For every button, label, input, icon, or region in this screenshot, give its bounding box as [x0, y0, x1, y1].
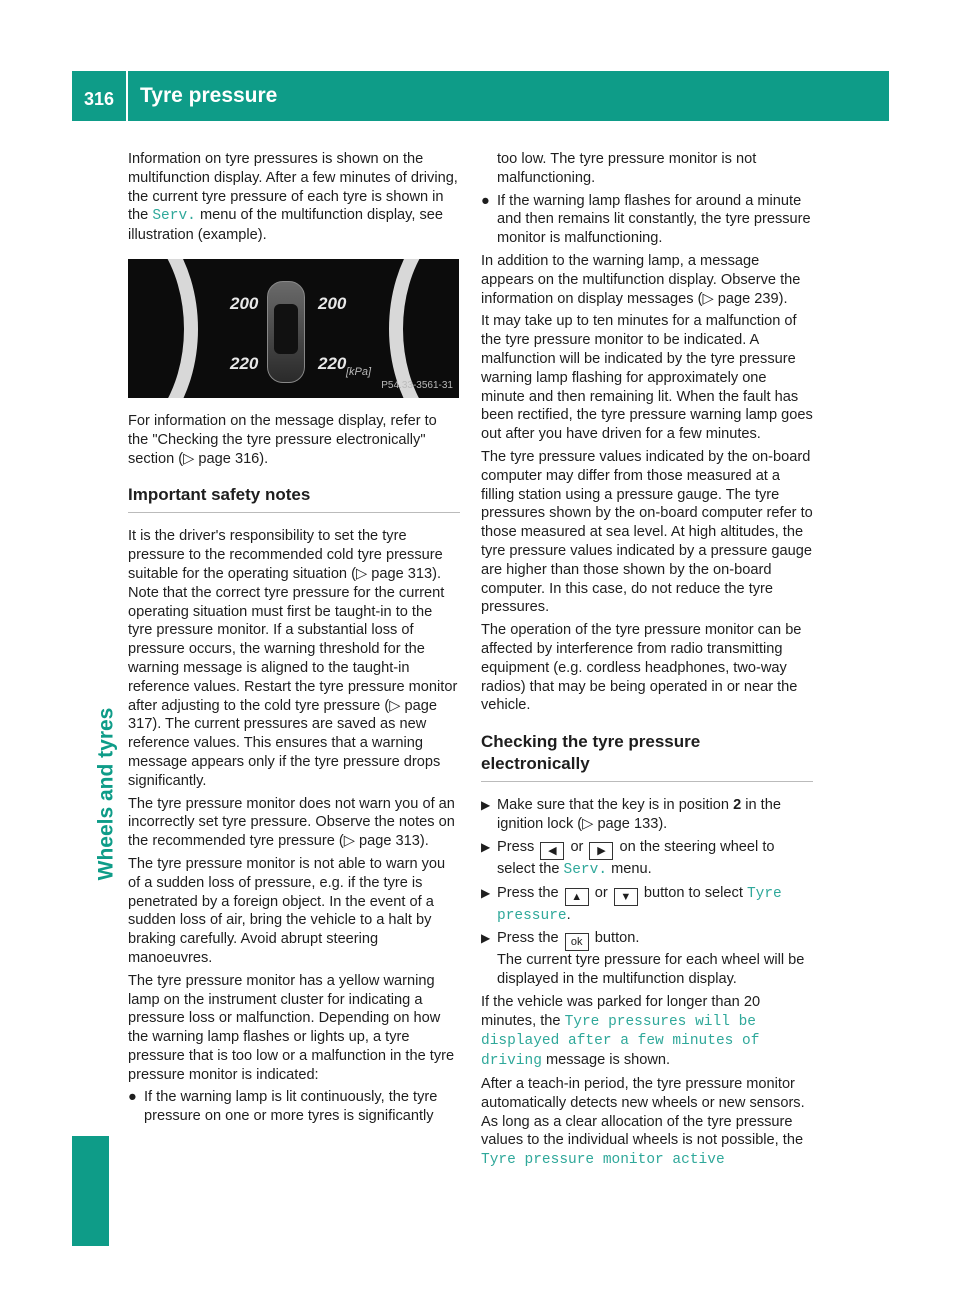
- paragraph-text: If the vehicle was parked for longer than 20 minutes, the: [481, 993, 761, 1029]
- heading-rule: [128, 512, 460, 513]
- section-heading-safety: Important safety notes: [128, 485, 311, 505]
- right-column: [481, 150, 813, 1174]
- front-left-pressure: 200: [230, 293, 259, 313]
- step-text: menu.: [611, 860, 652, 877]
- warning-paragraph-2: It may take up to ten minutes for a malfunction of the tyre pressure monitor to be indicated. A malfunction will be indicated by the tyre pressure warning lamp flashing for approximately one minute and then remaining lit. When the fault has been rectified, the tyre pressure warning lamp goes out after you have driven for a few minutes.: [481, 313, 813, 443]
- left-gauge: [128, 259, 198, 398]
- step-item: [481, 838, 813, 880]
- down-button-icon: ▼: [614, 888, 638, 906]
- step-text: Make sure that the key is in position: [497, 797, 729, 814]
- intro-text-1: Information on tyre pressures is shown on the multifunction display. After a few minutes of driving, the current tyre pressure of each tyre is shown in the: [128, 151, 458, 224]
- paragraph-text: message is shown.: [545, 1052, 671, 1069]
- tyre-pressure-menu-label: Tyre pressure: [497, 885, 782, 924]
- arrow-right-icon: ▶: [481, 885, 491, 900]
- right-button-icon: ▶: [589, 842, 613, 860]
- step-item: ▶ Press the ▲ or ▼ button to select Tyre pressure.: [481, 884, 782, 924]
- serv-menu-label: Serv.: [152, 208, 196, 225]
- bullet-item: [481, 192, 813, 248]
- page-header: [72, 71, 889, 121]
- step-text: or: [570, 838, 584, 855]
- safety-paragraph-2: The tyre pressure monitor does not warn you of an incorrectly set tyre pressure. Observe the notes on the recommended tyre pressure (▷ page 313).: [128, 795, 455, 850]
- safety-paragraph-3: The tyre pressure monitor is not able to warn you of a sudden loss of pressure, e.g. if the tyre is penetrated by a foreign object. In the event of a sudden loss of air, bring the vehicle to a halt by braking carefully. Avoid abrupt steering manoeuvres.: [128, 855, 446, 966]
- left-button-icon: ◀: [540, 842, 564, 860]
- bullet-continued: too low. The tyre pressure monitor is not malfunctioning.: [497, 151, 757, 186]
- bullet-icon: ●: [481, 192, 490, 209]
- pressure-unit: [kPa]: [346, 365, 372, 378]
- safety-paragraph-4: The tyre pressure monitor has a yellow warning lamp on the instrument cluster for indicating a pressure loss or malfunction. Depending on how the warning lamp flashes or lights up, a tyre pressure that is too low or a malfunction in the tyre pressure monitor is indicated:: [128, 972, 455, 1083]
- step-text: Press the: [497, 884, 559, 901]
- page-title: Tyre pressure: [140, 84, 278, 107]
- header-divider: [126, 71, 128, 121]
- bullet-icon: ●: [128, 1089, 137, 1106]
- warning-paragraph-3: The tyre pressure values indicated by the on-board computer may differ from those measured at a filling station using a pressure gauge. The tyre pressures shown by the on-board computer refer to those measured at sea level. At high altitudes, the tyre pressure values indicated by a pressure gauge are higher than those shown by the on-board computer. In this case, do not reduce the tyre pressures.: [481, 448, 813, 616]
- side-tab-block: [72, 1136, 109, 1246]
- page-number: 316: [83, 89, 115, 109]
- warning-paragraph-1: In addition to the warning lamp, a message appears on the multifunction display. Observe the information on display messages (▷ page 239).: [481, 252, 801, 307]
- warning-paragraph-4: The operation of the tyre pressure monitor can be affected by interference from radio transmitting equipment (e.g. cordless headphones, two-way radios) that may be being operated in or near the vehicle.: [481, 622, 802, 714]
- serv-menu-label: Serv.: [563, 861, 608, 878]
- illustration-code: P54.33-3561-31: [381, 380, 453, 392]
- safety-paragraph-1: It is the driver's responsibility to set the tyre pressure to the recommended cold tyre pressure suitable for the operating situation (▷ page 313). Note that the correct tyre pressure for the current operating situation must first be taught-in to the tyre pressure monitor. If a substantial loss of pressure occurs, the warning threshold for the warning message is aligned to the taught-in reference values. Restart the tyre pressure monitor after adjusting to the cold tyre pressure (▷ page 317). The current pressures are saved as new reference values. This ensures that a warning message appears only if the tyre pressure drops significantly.: [128, 528, 458, 789]
- up-button-icon: ▲: [565, 888, 589, 906]
- step-item: [481, 796, 813, 834]
- intro-text-2: menu of the multifunction display, see illustration (example).: [128, 207, 444, 244]
- intro-paragraph: [128, 150, 460, 245]
- tyre-pressure-illustration: [128, 259, 459, 398]
- car-icon: [267, 281, 305, 383]
- step-text: Press: [497, 838, 535, 855]
- ok-button-icon: ok: [565, 933, 589, 951]
- step-text: button.: [594, 930, 640, 947]
- display-message: Tyre pressures will be displayed after a few minutes of driving: [481, 1013, 760, 1070]
- step-text: on the steering wheel to select the: [497, 838, 775, 877]
- bullet-item: [128, 1088, 460, 1126]
- front-right-pressure: 200: [318, 293, 347, 313]
- arrow-right-icon: ▶: [481, 839, 491, 854]
- parked-paragraph: [481, 993, 813, 1071]
- rear-left-pressure: 220: [230, 353, 259, 373]
- step-text: button to select: [643, 884, 743, 901]
- rear-right-pressure: 220: [318, 353, 347, 373]
- arrow-right-icon: ▶: [481, 798, 491, 813]
- side-tab: [72, 122, 118, 912]
- step-text: or: [594, 884, 608, 901]
- key-position: 2: [733, 797, 742, 814]
- step-text: Press the: [497, 930, 559, 947]
- after-illustration-text: For information on the message display, refer to the "Checking the tyre pressure electronically" section (▷ page 316).: [128, 412, 437, 467]
- step-text: in the ignition lock (▷ page 133).: [497, 797, 781, 832]
- step-item: [481, 929, 813, 989]
- bullet-text: If the warning lamp is lit continuously, the tyre pressure on one or more tyres is significantly: [144, 1089, 438, 1125]
- teach-in-paragraph: [481, 1075, 813, 1170]
- section-heading-checking: Checking the tyre pressure electronically: [481, 732, 701, 774]
- arrow-right-icon: ▶: [481, 931, 491, 946]
- display-message: Tyre pressure monitor active: [481, 1152, 725, 1169]
- step-text: The current tyre pressure for each wheel will be displayed in the multifunction display.: [497, 952, 805, 988]
- heading-rule: [481, 781, 813, 782]
- left-column: [128, 150, 460, 1130]
- paragraph-text: After a teach-in period, the tyre pressure monitor automatically detects new wheels or new sensors. As long as a clear allocation of the tyre pressure values to the individual wheels is not possible, the: [481, 1076, 805, 1149]
- side-tab-label: Wheels and tyres: [94, 707, 118, 881]
- bullet-text: If the warning lamp flashes for around a minute and then remains lit constantly, the tyre pressure monitor is malfunctioning.: [497, 192, 811, 247]
